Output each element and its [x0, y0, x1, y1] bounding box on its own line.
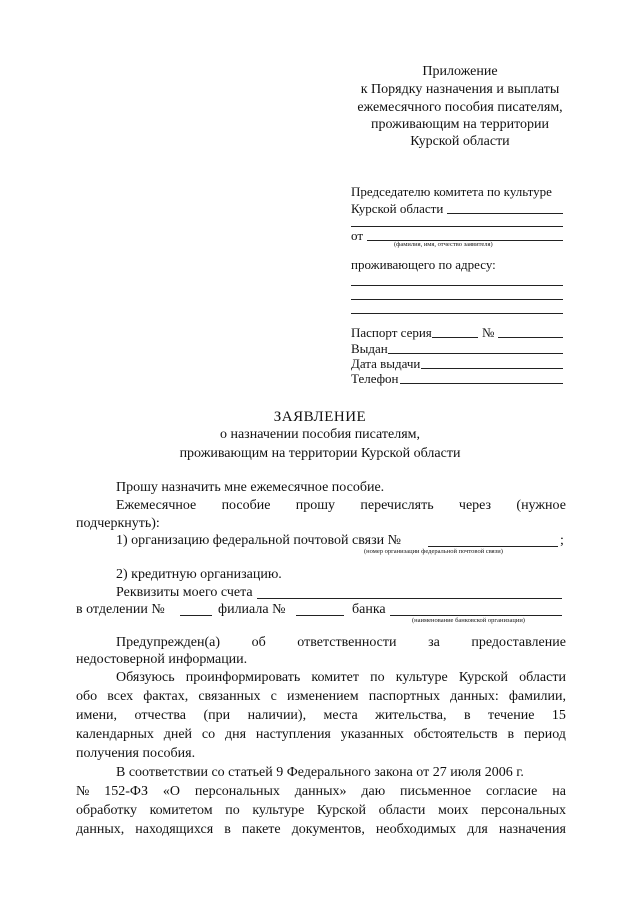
issue-date-line[interactable]: [421, 368, 563, 369]
word: пакете: [241, 822, 281, 837]
transfer-paragraph: [116, 496, 566, 515]
word: для: [467, 822, 488, 837]
branch-prefix: в отделении №: [76, 602, 165, 617]
issued-by-label: Выдан: [351, 341, 388, 356]
word: данных»: [294, 784, 347, 799]
word: даю: [361, 784, 386, 799]
word: моих: [438, 803, 469, 818]
word: Курской: [458, 670, 509, 685]
word: жительства,: [375, 708, 447, 723]
word: в: [224, 822, 231, 837]
appendix-line: ежемесячного пособия писателям,: [357, 100, 563, 115]
word: Предупрежден(а): [116, 635, 221, 650]
word: необходимых: [375, 822, 457, 837]
word: с: [270, 689, 277, 704]
word: находящихся: [135, 822, 214, 837]
transfer-paragraph-cont: подчеркнуть):: [76, 516, 160, 531]
word: в: [507, 727, 515, 742]
word: 152-ФЗ: [104, 784, 148, 799]
word: области: [519, 670, 566, 685]
passport-series-label: Паспорт серия: [351, 325, 432, 340]
addressee-line: Курской области: [351, 201, 444, 216]
account-label: Реквизиты моего счета: [116, 585, 253, 600]
phone-line[interactable]: [400, 383, 563, 384]
word: обстоятельств: [413, 727, 498, 742]
word: течение: [488, 708, 535, 723]
word: согласие: [485, 784, 538, 799]
passport-series-line[interactable]: [432, 337, 478, 338]
word: отчества: [134, 708, 187, 723]
word: культуре: [395, 670, 448, 685]
address-line[interactable]: [351, 285, 563, 286]
word: со: [201, 727, 216, 742]
appendix-line: проживающим на территории: [371, 117, 549, 132]
obligation-line: [76, 706, 566, 725]
word: наличии),: [247, 708, 307, 723]
word: по: [370, 670, 385, 685]
passport-number-sign: №: [482, 325, 495, 340]
word: по: [225, 803, 240, 818]
word: фамилии,: [508, 689, 566, 704]
word: предоставление: [471, 635, 566, 650]
word: за: [428, 635, 440, 650]
passport-number-line[interactable]: [498, 337, 563, 338]
phone-label: Телефон: [351, 371, 399, 386]
word: комитетом: [149, 803, 213, 818]
document-subtitle: проживающим на территории Курской области: [179, 446, 461, 461]
word: персональных: [480, 803, 566, 818]
word: фактах,: [143, 689, 189, 704]
filial-number-line[interactable]: [296, 615, 344, 616]
option-postal-end: ;: [560, 533, 564, 548]
option-bank[interactable]: 2) кредитную организацию.: [116, 567, 282, 582]
word: Обязуюсь: [116, 670, 175, 685]
issue-date-label: Дата выдачи: [351, 356, 421, 371]
word: персональных: [194, 784, 280, 799]
word: дня: [224, 727, 247, 742]
word: пособие: [221, 498, 271, 513]
word: Курской: [316, 803, 366, 818]
word: изменением: [286, 689, 359, 704]
word: ответственности: [297, 635, 397, 650]
applicant-name-hint: (фамилия, имя, отчество заявителя): [394, 241, 493, 248]
word: календарных: [76, 727, 154, 742]
word: письменное: [400, 784, 472, 799]
word: «О: [162, 784, 180, 799]
word: наступления: [255, 727, 331, 742]
appendix-line: Курской области: [410, 134, 510, 149]
obligation-line: [116, 668, 566, 687]
word: 15: [551, 708, 566, 723]
word: период: [524, 727, 566, 742]
word: Ежемесячное: [116, 498, 197, 513]
account-line[interactable]: [257, 598, 562, 599]
word: на: [552, 784, 566, 799]
warning-paragraph: [116, 633, 566, 652]
word: области: [378, 803, 426, 818]
postal-number-hint: (номер организации федеральной почтовой связи): [364, 548, 503, 555]
obligation-line: [76, 725, 566, 744]
consent-line: [76, 801, 566, 820]
branch-filial-label: филиала №: [218, 602, 286, 617]
text: [76, 801, 566, 820]
appendix-title: Приложение: [422, 64, 498, 79]
word: об: [251, 635, 266, 650]
word: через: [458, 498, 492, 513]
text: [76, 725, 566, 744]
word: имени,: [76, 708, 118, 723]
text: [116, 668, 566, 687]
document-subtitle: о назначении пособия писателям,: [219, 427, 421, 442]
word: прошу: [295, 498, 336, 513]
text: [76, 820, 566, 839]
word: данных:: [450, 689, 499, 704]
obligation-last: получения пособия.: [76, 746, 196, 761]
consent-line: [76, 820, 566, 839]
word: указанных: [340, 727, 404, 742]
from-label: от: [351, 228, 364, 243]
address-line[interactable]: [351, 313, 563, 314]
text: [76, 687, 566, 706]
bank-name-hint: (наименование банковской организации): [412, 617, 525, 624]
word: обработку: [76, 803, 137, 818]
postal-number-line[interactable]: [428, 546, 558, 547]
word: назначения: [498, 822, 566, 837]
warning-paragraph-cont: недостоверной информации.: [76, 652, 248, 667]
word: документов,: [291, 822, 365, 837]
document-title: ЗАЯВЛЕНИЕ: [273, 409, 367, 425]
word: данных,: [76, 822, 125, 837]
blank-line[interactable]: [351, 226, 563, 227]
word: проинформировать: [185, 670, 301, 685]
consent-line: [76, 782, 566, 801]
option-postal[interactable]: 1) организацию федеральной почтовой связи №: [116, 533, 401, 548]
word: (при: [203, 708, 231, 723]
request-paragraph: Прошу назначить мне ежемесячное пособие.: [116, 480, 385, 495]
bank-label: банка: [352, 602, 386, 617]
word: перечислять: [360, 498, 434, 513]
chairman-name-line[interactable]: [447, 213, 563, 214]
word: связанных: [198, 689, 261, 704]
word: паспортных: [368, 689, 440, 704]
address-line[interactable]: [351, 299, 563, 300]
word: места: [323, 708, 358, 723]
word: №: [76, 784, 90, 799]
word: культуре: [252, 803, 305, 818]
word: дней: [163, 727, 193, 742]
bank-name-line[interactable]: [390, 615, 562, 616]
issued-by-line[interactable]: [388, 353, 563, 354]
word: обо: [76, 689, 98, 704]
word: комитет: [311, 670, 360, 685]
consent-first: В соответствии со статьей 9 Федерального закона от 27 июля 2006 г.: [116, 765, 524, 780]
obligation-line: [76, 687, 566, 706]
appendix-line: к Порядку назначения и выплаты: [360, 82, 560, 97]
word: (нужное: [516, 498, 566, 513]
address-label: проживающего по адресу:: [351, 257, 496, 272]
addressee-line: Председателю комитета по культуре: [351, 184, 552, 199]
word: в: [463, 708, 471, 723]
word: всех: [107, 689, 134, 704]
branch-number-line[interactable]: [180, 615, 212, 616]
